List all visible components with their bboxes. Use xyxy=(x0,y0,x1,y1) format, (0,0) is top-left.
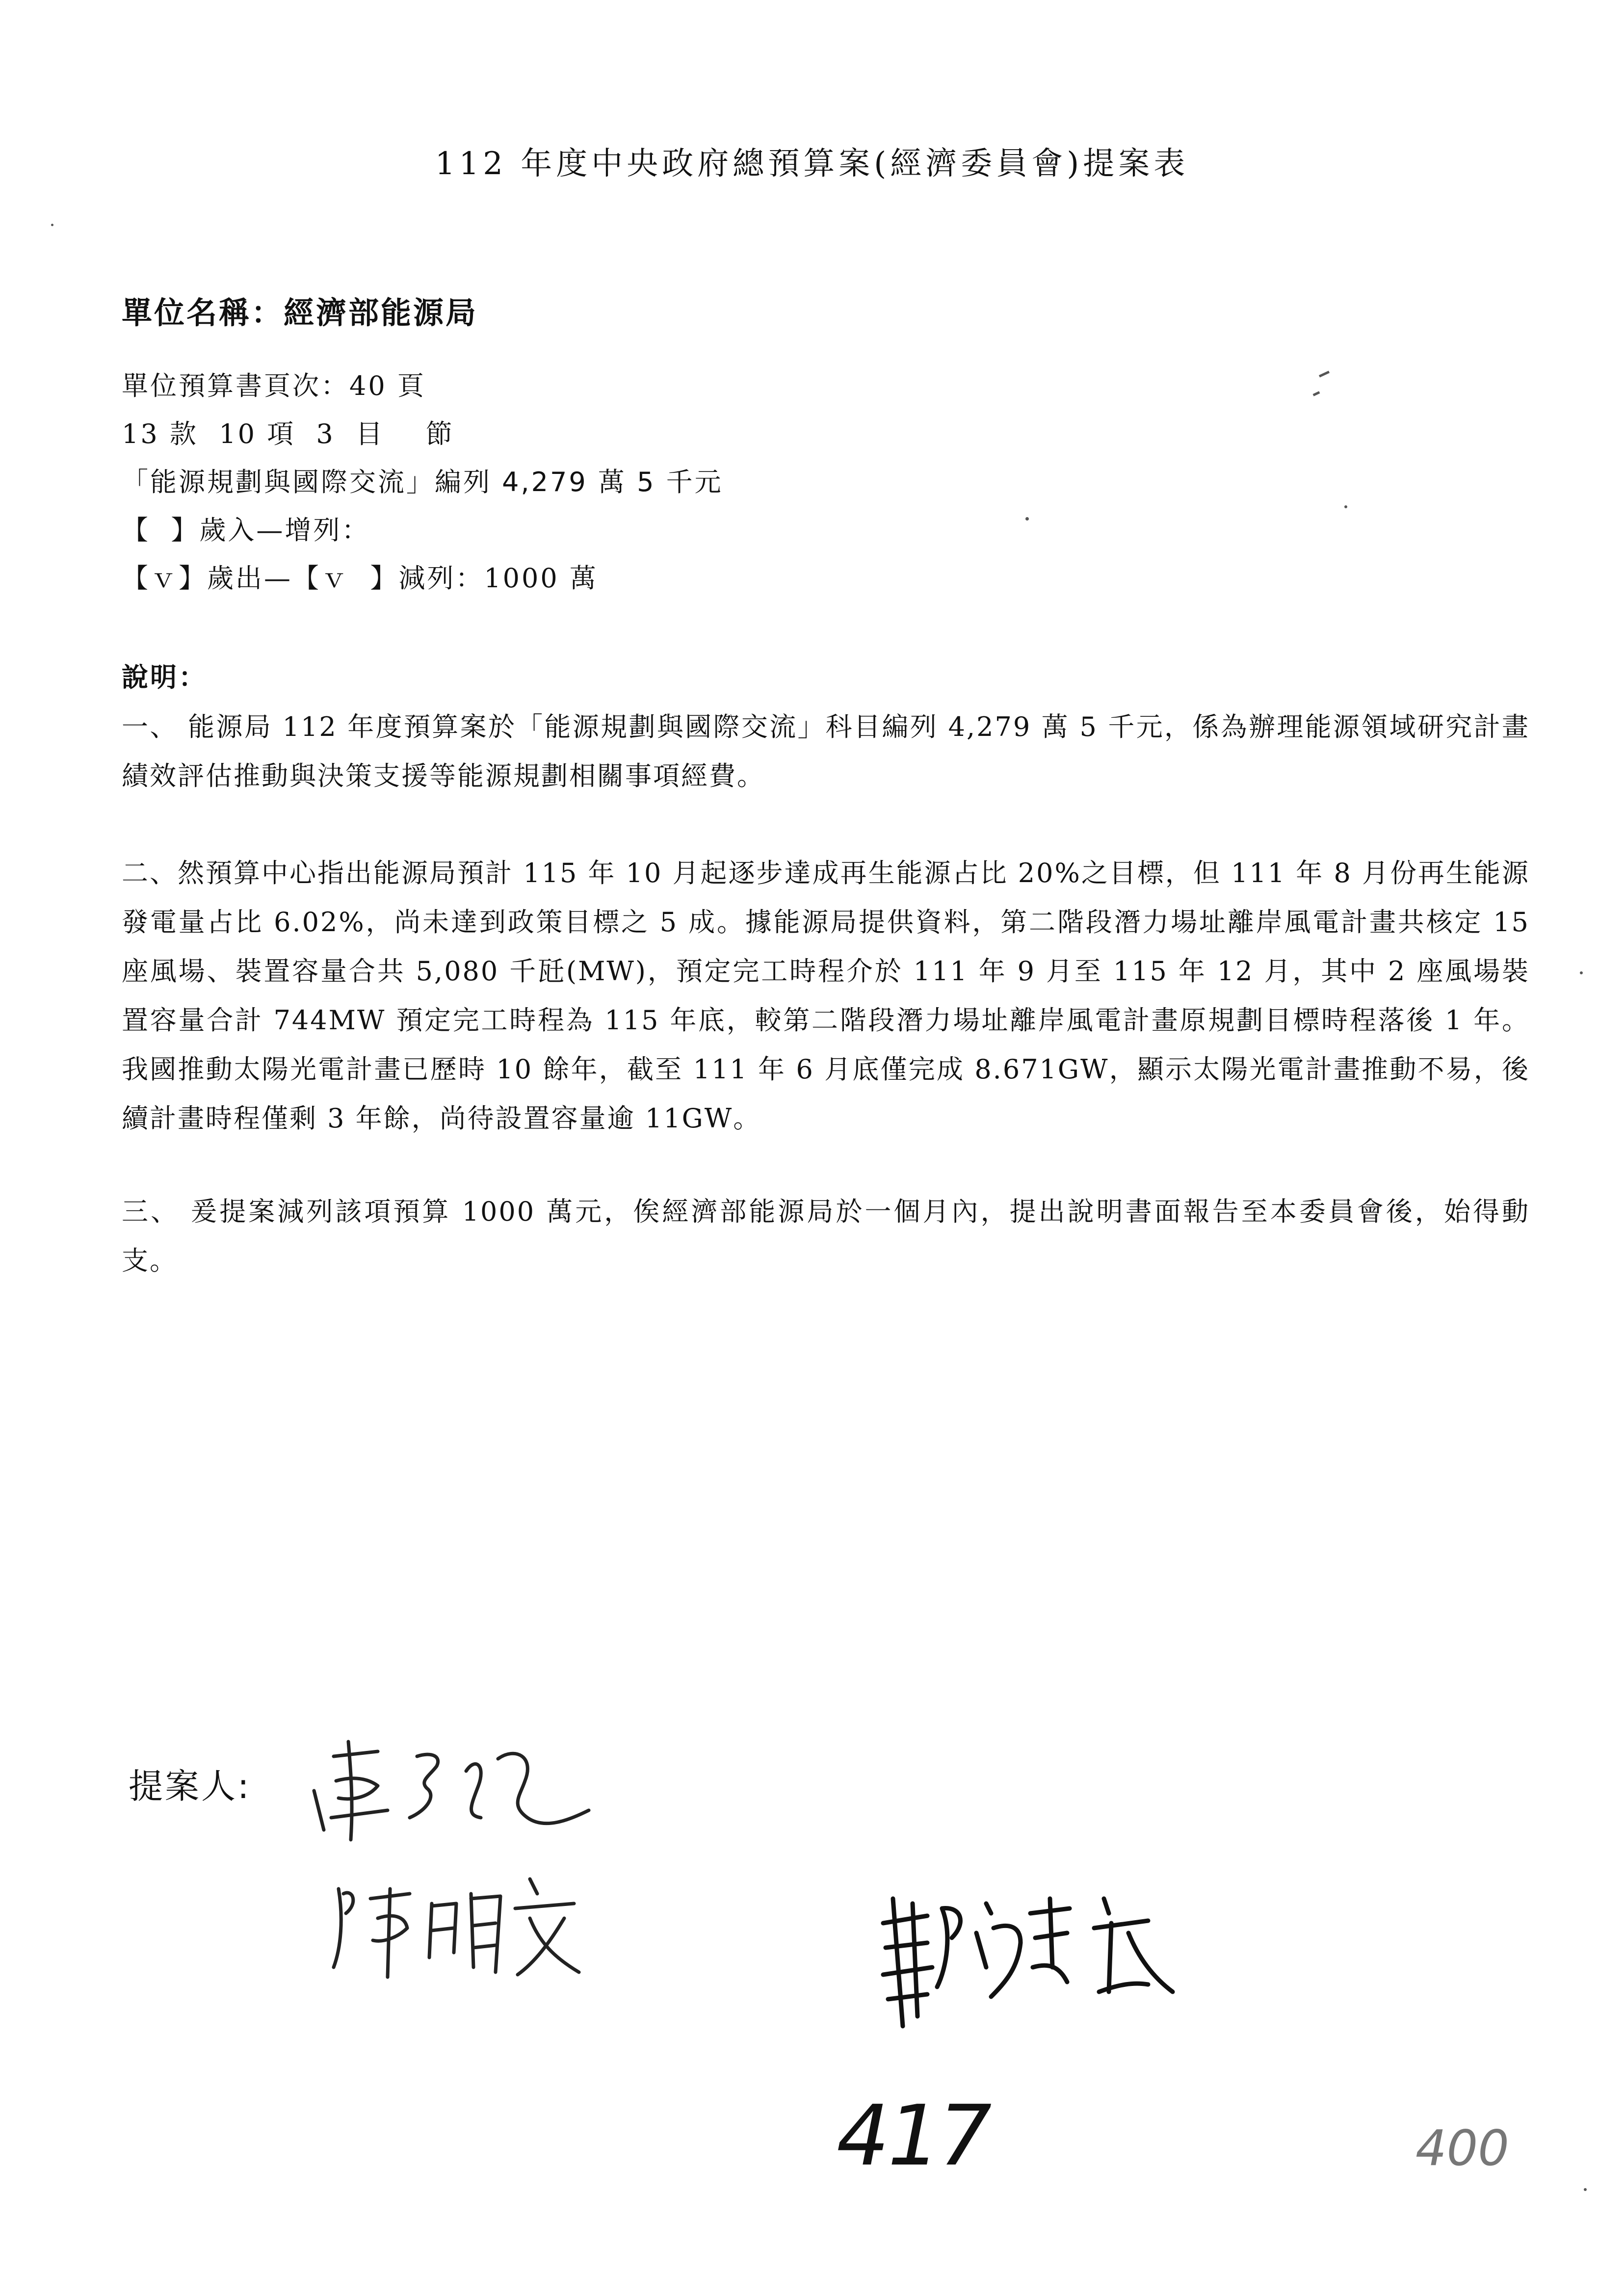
document-title: 112 年度中央政府總預算案(經濟委員會)提案表 xyxy=(435,146,1189,182)
explanation-paragraph-1: 一、 能源局 112 年度預算案於「能源規劃與國際交流」科目編列 4,279 萬 5 千元，係為辦理能源領域研究計畫績效評估推動與決策支援等能源規劃相關事項經費。 xyxy=(122,711,1530,791)
explanation-heading: 說明： xyxy=(122,661,207,693)
explanation-paragraph-2: 二、然預算中心指出能源局預計 115 年 10 月起逐步達成再生能源占比 20%之目標，但 111 年 8 月份再生能源發電量占比 6.02%，尚未達到政策目標之 5 成。據能源局提供資料，第二階段潛力場址離岸風電計畫共核定 15 座風場、裝置容量合共 5,080 千瓩(MW)，預定完工時程介於 111 年 9 月至 115 年 12 月，其中 2 座風場裝置容量合計 744MW 預定完工時程為 115 年底，較第二階段潛力場址離岸風電計畫原規劃目標時程落後 1 年。我國推動太陽光電計畫已歷時 10 餘年，截至 111 年 6 月底僅完成 8.671GW，顯示太陽光電計畫推動不易，後續計畫時程僅剩 3 年餘，尚待設置容量逾 11GW。 xyxy=(122,858,1530,1134)
expenditure-line: 【ｖ】歲出—【ｖ 】減列：1000 萬 xyxy=(122,563,598,594)
scan-artifact xyxy=(1580,971,1583,974)
signature-2 xyxy=(324,1859,599,1987)
signature-1 xyxy=(304,1712,608,1859)
page-number: 417 xyxy=(837,2087,990,2185)
scan-artifact xyxy=(1344,505,1347,508)
scan-artifact xyxy=(1025,517,1029,521)
margin-count-note: 400 xyxy=(1415,2119,1509,2177)
scan-artifact xyxy=(1584,2188,1587,2191)
scan-artifact xyxy=(1319,371,1330,378)
signature-3 xyxy=(873,1869,1187,2036)
proposer-label: 提案人: xyxy=(129,1766,251,1806)
explanation-paragraph-3: 三、 爰提案減列該項預算 1000 萬元，俟經濟部能源局於一個月內，提出說明書面報告至本委員會後，始得動支。 xyxy=(122,1196,1530,1276)
budget-item-code: 13 款 10 項 3 目 節 xyxy=(122,418,454,449)
budget-subject: 「能源規劃與國際交流」編列 4,279 萬 5 千元 xyxy=(122,467,723,497)
budget-page-reference: 單位預算書頁次：40 頁 xyxy=(122,370,426,401)
revenue-line: 【 】歲入—增列： xyxy=(122,515,370,546)
unit-name: 單位名稱：經濟部能源局 xyxy=(122,295,478,331)
scan-artifact xyxy=(51,224,53,226)
scan-artifact xyxy=(1313,391,1320,396)
